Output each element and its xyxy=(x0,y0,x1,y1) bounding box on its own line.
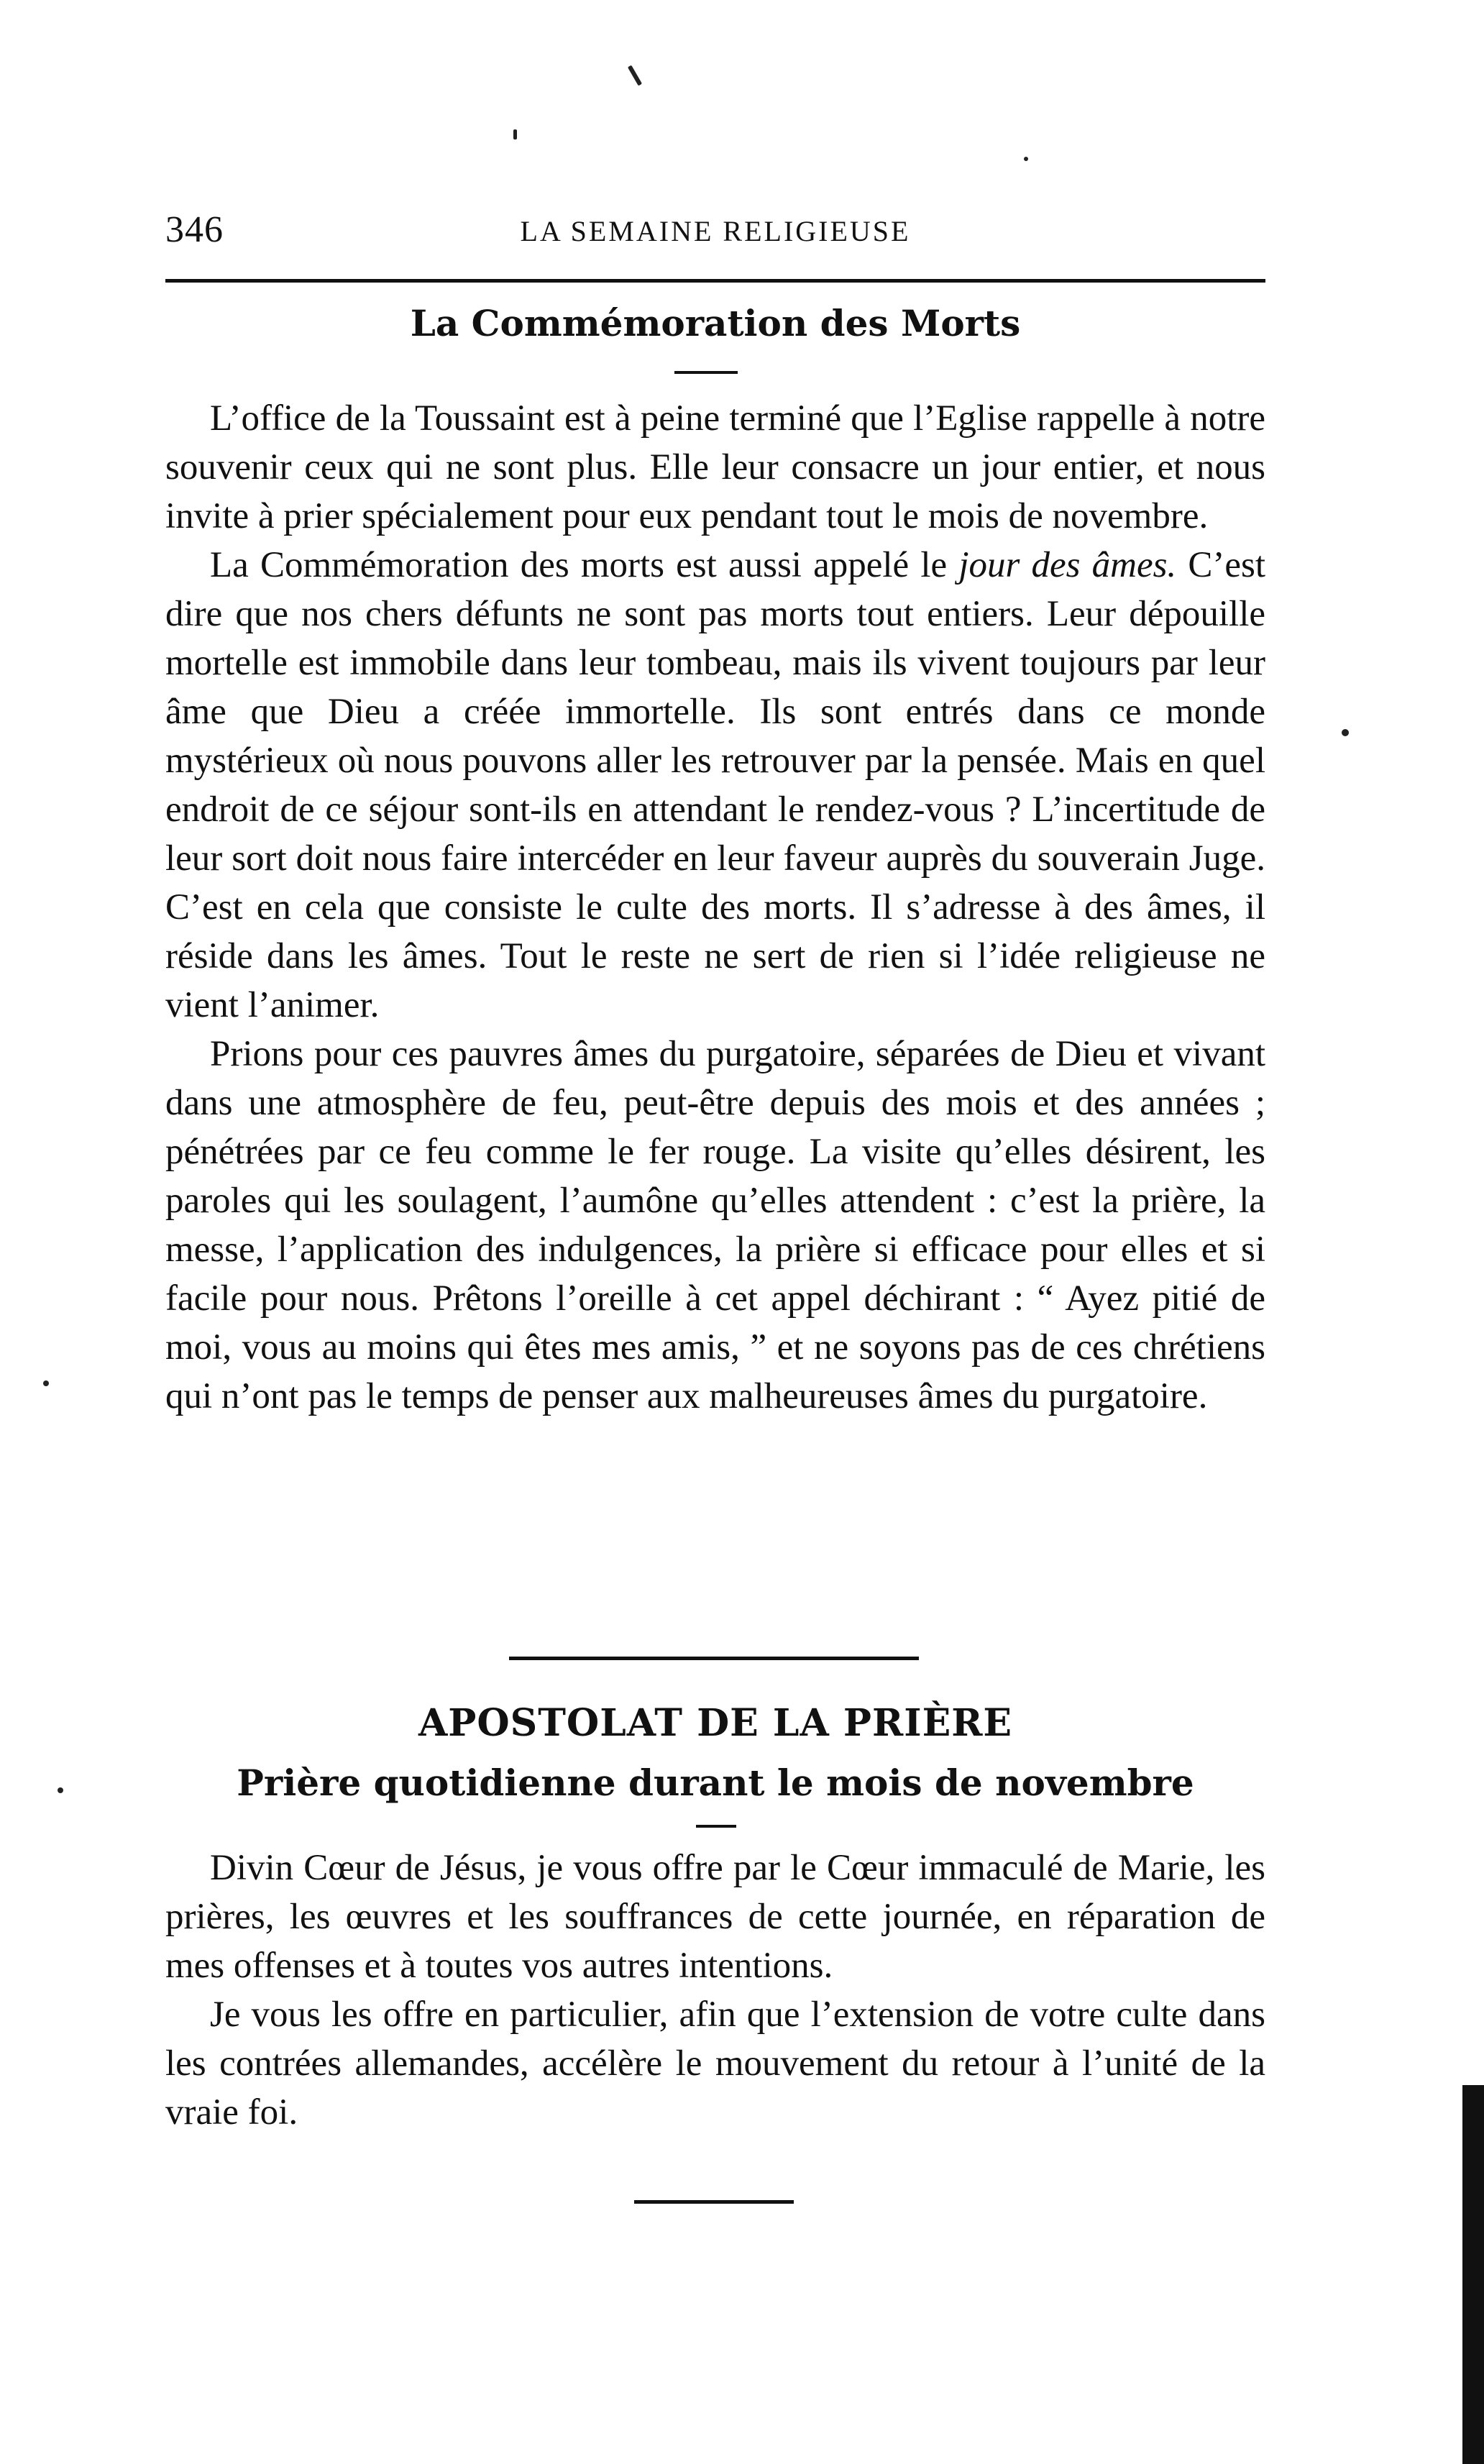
paragraph: L’office de la Toussaint est à peine terminé que l’Eglise rappelle à notre souvenir ceux qui ne sont plus. Elle leur consacre un jour entier, et nous invite à prier spécialement pour eux pendant tout le mois de novembre. xyxy=(165,398,1265,536)
scan-speck xyxy=(628,65,642,86)
section-heading: APOSTOLAT DE LA PRIÈRE xyxy=(418,1701,1013,1745)
article-body xyxy=(165,394,1265,1421)
article-title: La Commémoration des Morts xyxy=(410,302,1021,344)
scan-speck xyxy=(43,1380,49,1386)
prayer-body xyxy=(165,1844,1265,2137)
scan-speck xyxy=(58,1787,63,1793)
scan-speck xyxy=(1342,729,1349,736)
scan-edge-bar xyxy=(1462,2085,1484,2464)
paragraph: Prions pour ces pauvres âmes du purgatoire, séparées de Dieu et vivant dans une atmosphère de feu, peut-être depuis des mois et des années ; pénétrées par ce feu comme le fer rouge. La visite qu’elles désirent, les paroles qui les soulagent, l’aumône qu’elles attendent : c’est la prière, la messe, l’application des indulgences, la prière si efficace pour elles et si facile pour nous. Prêtons l’oreille à cet appel déchirant : “ Ayez pitié de moi, vous au moins qui êtes mes amis, ” et ne soyons pas de ces chrétiens qui n’ont pas le temps de penser aux malheureuses âmes du purgatoire. xyxy=(165,1034,1265,1416)
running-title: LA SEMAINE RELIGIEUSE xyxy=(520,215,911,247)
scan-speck xyxy=(513,129,517,139)
running-head xyxy=(165,209,1265,266)
subheading-dash xyxy=(696,1825,736,1828)
section-subheading: Prière quotidienne durant le mois de novembre xyxy=(237,1762,1194,1804)
italic-phrase: jour des âmes. xyxy=(958,545,1177,585)
paragraph xyxy=(165,541,1265,1030)
paragraph: Je vous les offre en particulier, afin que l’extension de votre culte dans les contrées allemandes, accélère le mouvement du retour à l’unité de la vraie foi. xyxy=(165,1994,1265,2133)
page-number: 346 xyxy=(165,209,224,250)
title-dash xyxy=(674,371,738,374)
paragraph-rest: C’est dire que nos chers défunts ne sont pas morts tout entiers. Leur dépouille mortelle est immobile dans leur tombeau, mais ils vivent toujours par leur âme que Dieu a créée immortelle. Ils sont entrés dans ce monde mystérieux où nous pouvons aller les retrouver par la pensée. Mais en quel endroit de ce séjour sont-ils en attendant le rendez-vous ? L’incertitude de leur sort doit nous faire intercéder en leur faveur auprès du souverain Juge. C’est en cela que consiste le culte des morts. Il s’adresse à des âmes, il réside dans les âmes. Tout le reste ne sert de rien si l’idée religieuse ne vient l’animer. xyxy=(165,545,1265,1025)
section-divider xyxy=(509,1657,919,1660)
header-rule xyxy=(165,279,1265,283)
scan-speck xyxy=(1024,157,1028,161)
paragraph-lead: La Commémoration des morts est aussi appelé le xyxy=(210,545,948,585)
paragraph: Divin Cœur de Jésus, je vous offre par le Cœur immaculé de Marie, les prières, les œuvres et les souffrances de cette journée, en réparation de mes offenses et à toutes vos autres intentions. xyxy=(165,1848,1265,1986)
end-rule xyxy=(634,2200,794,2204)
